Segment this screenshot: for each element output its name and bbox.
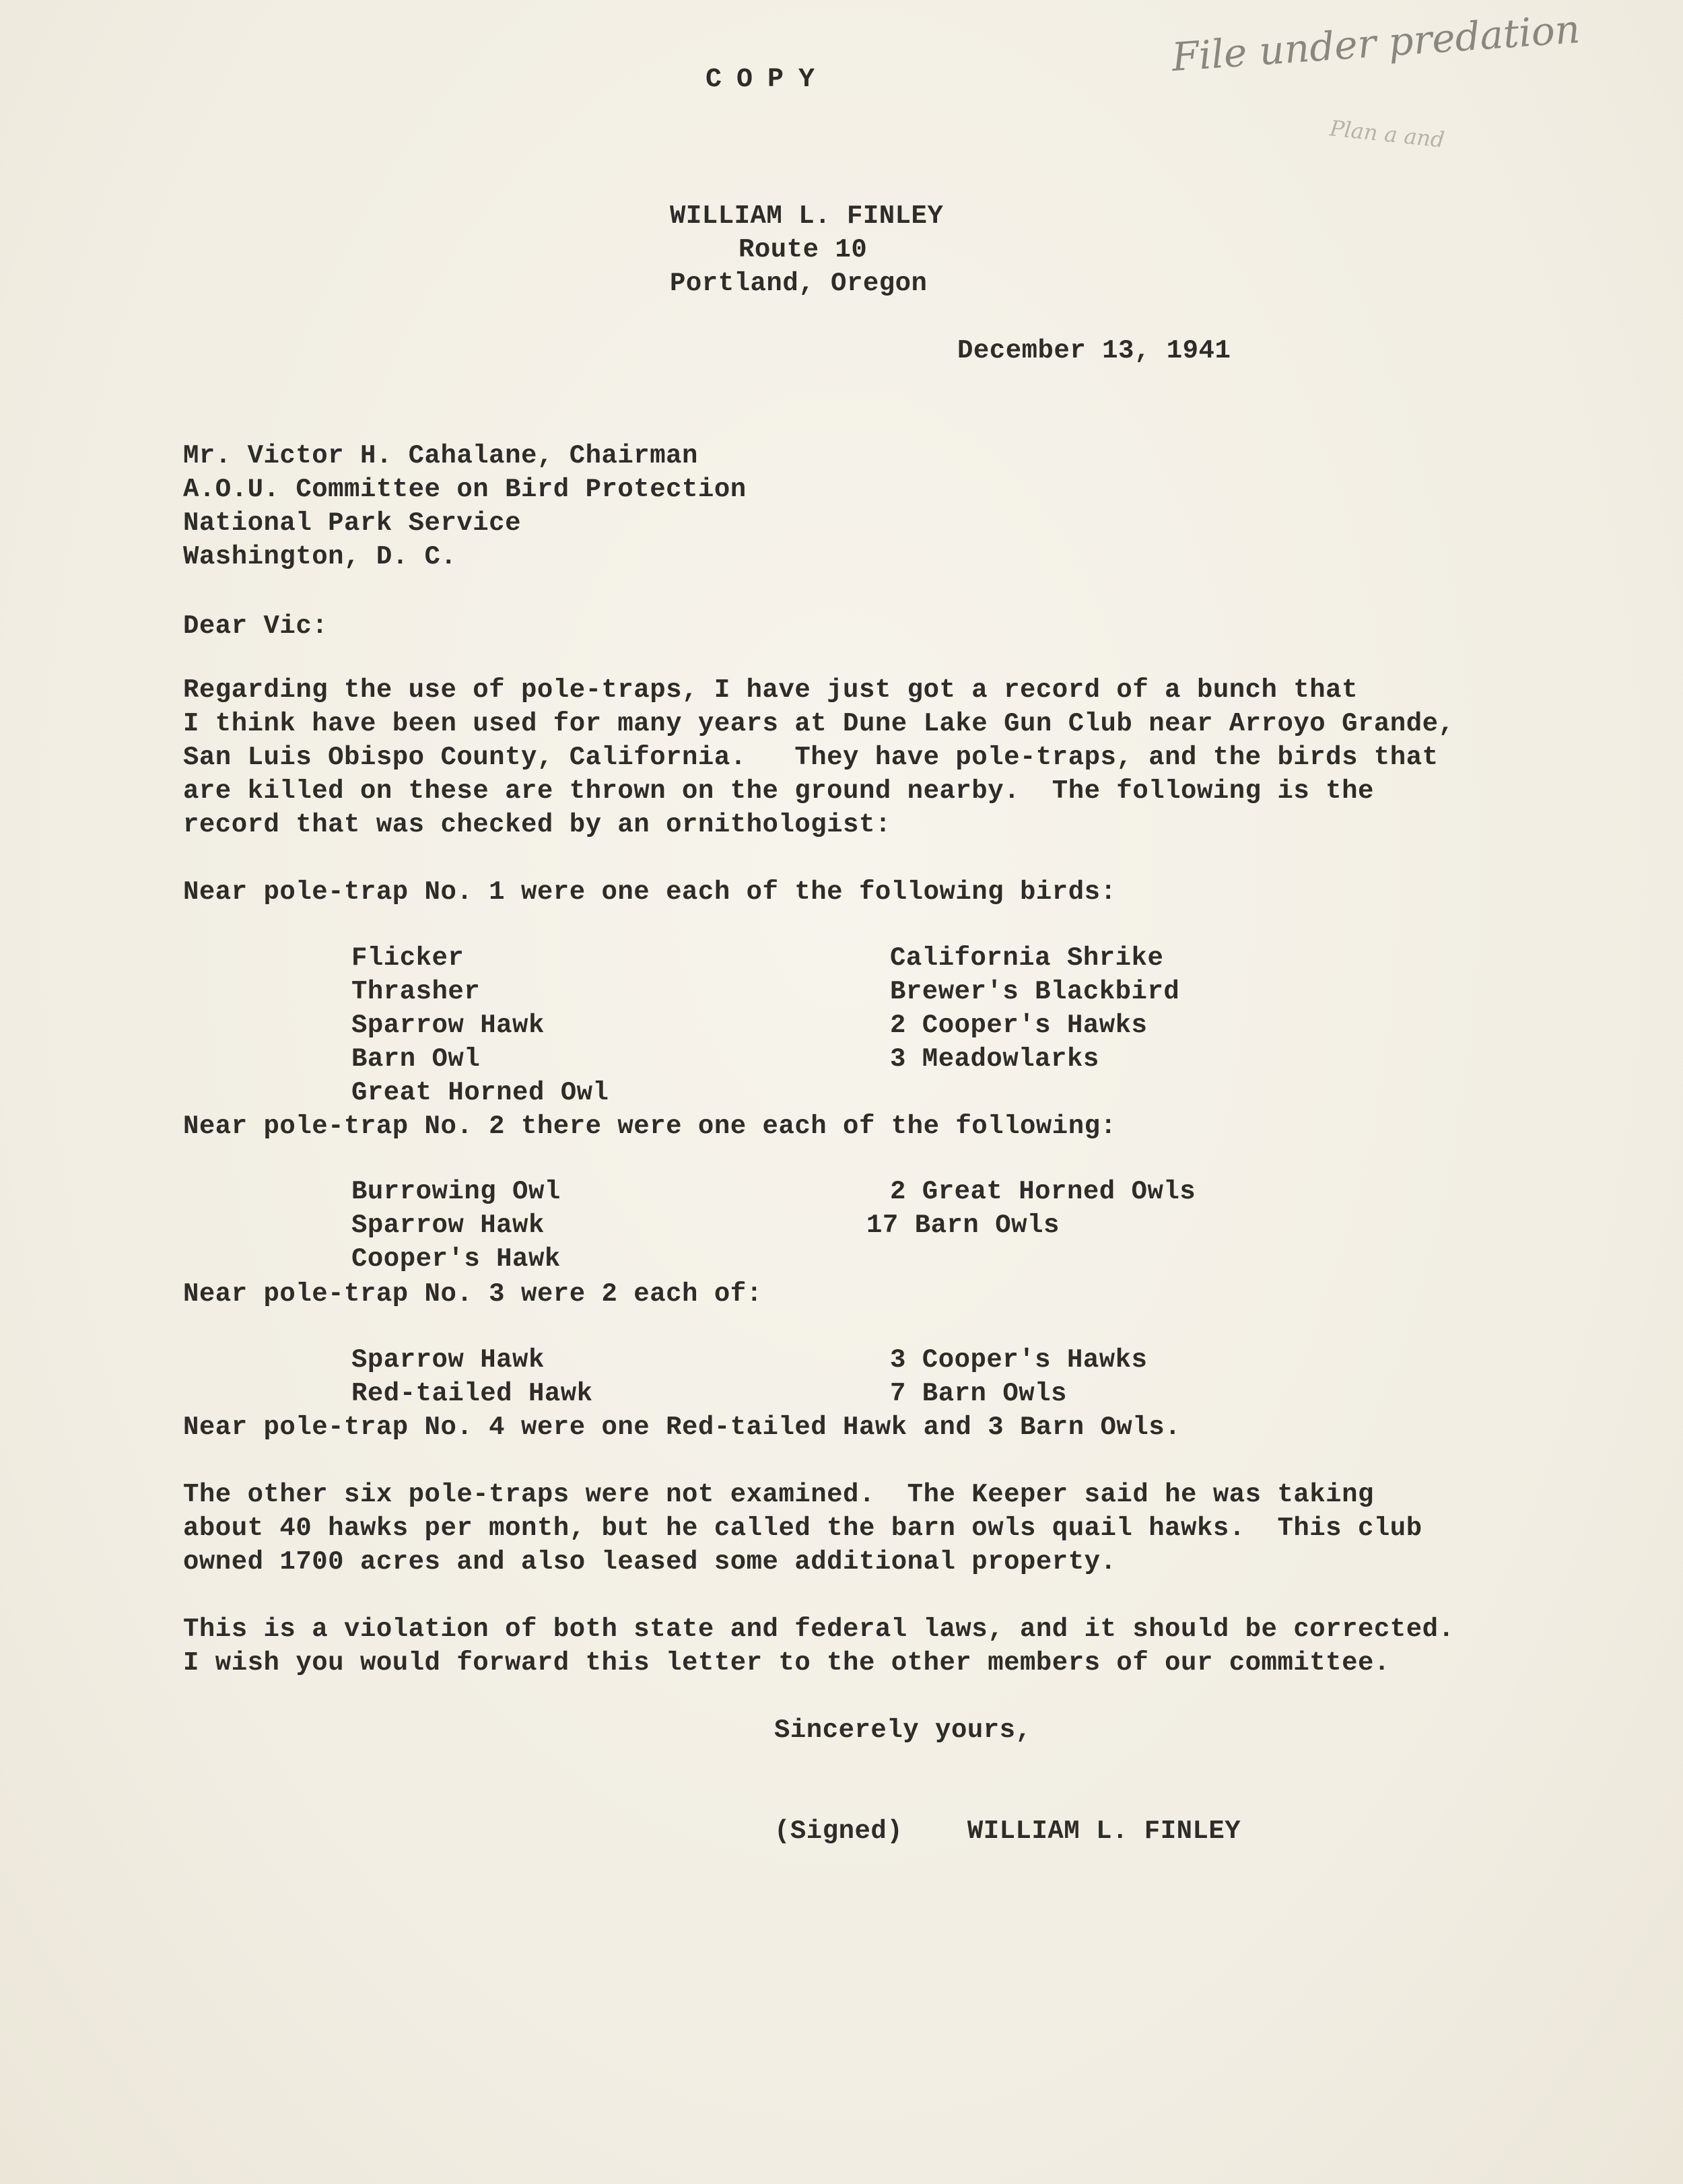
address-line: A.O.U. Committee on Bird Protection xyxy=(183,475,747,504)
bird-list-item: Brewer's Blackbird xyxy=(890,977,1180,1006)
bird-list-item: California Shrike xyxy=(890,943,1164,973)
bird-list-item: Sparrow Hawk xyxy=(351,1210,545,1240)
bird-list-item: Red-tailed Hawk xyxy=(351,1379,593,1408)
bird-list-item: 3 Meadowlarks xyxy=(890,1044,1099,1074)
address-line: National Park Service xyxy=(183,508,521,538)
handwritten-side-note: Plan a and xyxy=(1328,115,1446,153)
bird-list-item: 7 Barn Owls xyxy=(890,1379,1067,1408)
bird-list-item: Thrasher xyxy=(351,977,481,1006)
bird-list-item: 2 Cooper's Hawks xyxy=(890,1011,1148,1040)
paragraph-line: I think have been used for many years at Dune Lake Gun Club near Arroyo Grande, xyxy=(183,709,1455,739)
trap-heading: Near pole-trap No. 1 were one each of the following birds: xyxy=(183,877,1117,907)
bird-list-item: Burrowing Owl xyxy=(351,1177,561,1206)
paragraph-line: Regarding the use of pole-traps, I have just got a record of a bunch that xyxy=(183,675,1358,705)
address-line: Mr. Victor H. Cahalane, Chairman xyxy=(183,441,698,471)
paragraph-line: owned 1700 acres and also leased some additional property. xyxy=(183,1547,1117,1577)
bird-list-item: 17 Barn Owls xyxy=(866,1210,1060,1240)
paragraph-line: I wish you would forward this letter to the other members of our committee. xyxy=(183,1648,1390,1678)
trap-heading: Near pole-trap No. 3 were 2 each of: xyxy=(183,1279,763,1309)
bird-list-item: Flicker xyxy=(351,943,465,973)
paragraph-line: are killed on these are thrown on the ground nearby. The following is the xyxy=(183,776,1374,806)
paragraph-line: The other six pole-traps were not examined. The Keeper said he was taking xyxy=(183,1480,1374,1509)
bird-list-item: Great Horned Owl xyxy=(351,1078,609,1107)
bird-list-item: 3 Cooper's Hawks xyxy=(890,1345,1148,1375)
bird-list-item: 2 Great Horned Owls xyxy=(890,1177,1196,1206)
trap-heading: Near pole-trap No. 4 were one Red-tailed Hawk and 3 Barn Owls. xyxy=(183,1412,1181,1442)
bird-list-item: Sparrow Hawk xyxy=(351,1345,545,1375)
paragraph-line: about 40 hawks per month, but he called the barn owls quail hawks. This club xyxy=(183,1513,1422,1543)
signature-line: (Signed) WILLIAM L. FINLEY xyxy=(774,1816,1241,1846)
letter-date: December 13, 1941 xyxy=(957,336,1231,366)
paragraph-line: San Luis Obispo County, California. They have pole-traps, and the birds that xyxy=(183,743,1439,772)
sender-city: Portland, Oregon xyxy=(670,269,928,298)
address-line: Washington, D. C. xyxy=(183,542,457,572)
bird-list-item: Sparrow Hawk xyxy=(351,1011,545,1040)
sender-route: Route 10 xyxy=(739,235,868,265)
bird-list-item: Barn Owl xyxy=(351,1044,481,1074)
handwritten-filing-note: File under predation xyxy=(1170,5,1582,81)
bird-list-item: Cooper's Hawk xyxy=(351,1244,561,1274)
sender-name: WILLIAM L. FINLEY xyxy=(670,201,944,231)
copy-mark: COPY xyxy=(706,65,830,95)
paragraph-line: This is a violation of both state and federal laws, and it should be corrected. xyxy=(183,1614,1455,1644)
salutation: Dear Vic: xyxy=(183,611,329,641)
trap-heading: Near pole-trap No. 2 there were one each of the following: xyxy=(183,1112,1117,1141)
closing: Sincerely yours, xyxy=(774,1715,1032,1745)
paragraph-line: record that was checked by an ornithologist: xyxy=(183,810,891,840)
